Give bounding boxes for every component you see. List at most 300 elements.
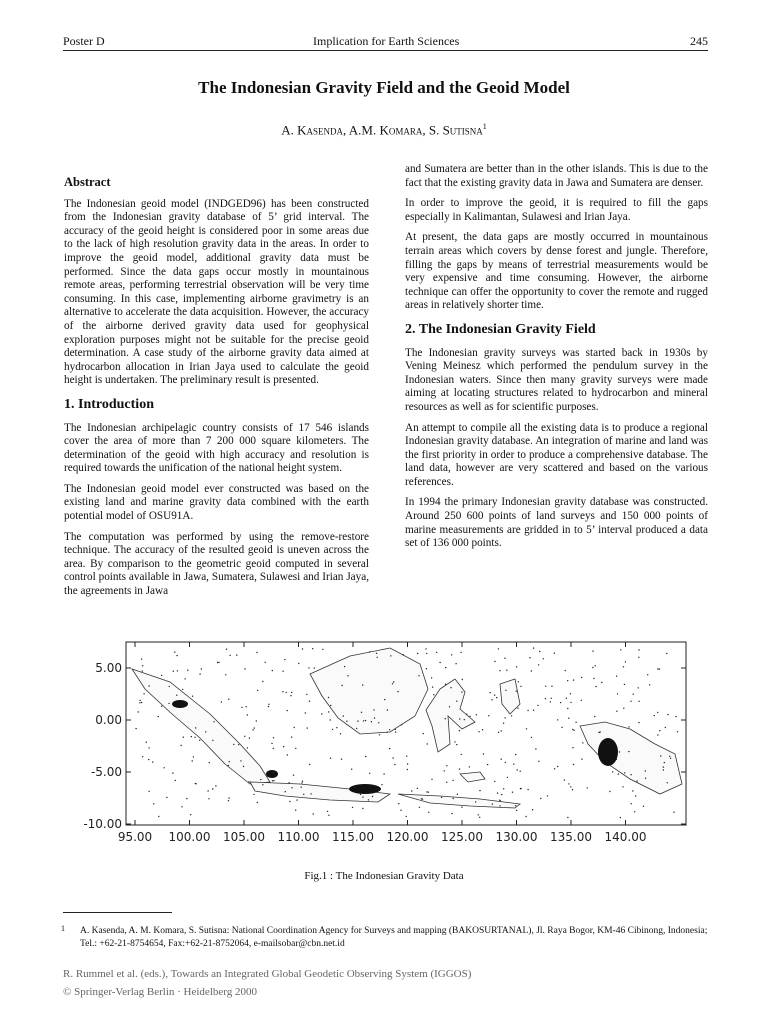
gravity-point xyxy=(302,781,303,782)
gravity-point xyxy=(343,715,344,716)
gravity-point xyxy=(612,771,613,772)
gravity-point xyxy=(365,756,366,757)
gravity-point xyxy=(397,691,398,692)
gravity-point xyxy=(431,677,432,678)
gravity-point xyxy=(570,786,571,787)
gravity-point xyxy=(636,780,637,781)
gravity-point xyxy=(550,701,551,702)
gravity-point xyxy=(247,747,248,748)
gravity-point xyxy=(347,675,348,676)
gravity-point xyxy=(619,751,620,752)
gravity-point xyxy=(623,708,624,709)
gravity-point xyxy=(228,800,229,801)
gravity-point xyxy=(445,667,446,668)
gravity-point xyxy=(595,686,596,687)
gravity-point xyxy=(365,720,366,721)
gravity-point xyxy=(503,788,504,789)
gravity-point xyxy=(455,663,456,664)
gravity-point xyxy=(191,736,192,737)
header-section-title: Implication for Earth Sciences xyxy=(313,34,460,48)
gravity-point xyxy=(379,734,380,735)
gravity-point xyxy=(184,678,185,679)
gravity-point xyxy=(635,795,636,796)
gravity-point xyxy=(666,653,667,654)
gravity-point xyxy=(256,652,257,653)
gravity-point xyxy=(505,762,506,763)
gravity-point xyxy=(199,673,200,674)
gravity-point xyxy=(582,742,583,743)
y-tick-label: -5.00 xyxy=(90,765,122,779)
running-header xyxy=(63,34,708,51)
gravity-point xyxy=(520,686,521,687)
gravity-point xyxy=(381,784,382,785)
gravity-point xyxy=(173,671,174,672)
gravity-point xyxy=(560,702,561,703)
gravity-point xyxy=(660,755,661,756)
gravity-point xyxy=(492,803,493,804)
gravity-point xyxy=(538,761,539,762)
gravity-point xyxy=(449,706,450,707)
abstract-text: The Indonesian geoid model (INDGED96) has been constructed from the Indonesian gravity database of 5’ grid interval. The accuracy of the geoid height is considered poor in some areas due to the lack of high resolution gravity data in the areas. In order to improve the geoid model, additional gravity data must be performed. Since the data gaps occur mostly in mountainous remote areas, performing terrestrial observation will be very time consuming. In this case, implementing airborne gravimetry is an alternative to accelerate the data acquisition. However, the accuracy of the airborne derived gravity data used for geophysical exploration purposes might not be suitable for the precise geoid determination. A case study of the airborne gravity data aimed at hydrocarbon allocation in Irian Jaya used to calculate the geoid height is undertaken. The preliminary result is presented. xyxy=(64,197,369,387)
gravity-point xyxy=(361,712,362,713)
gravity-point xyxy=(394,764,395,765)
gravity-point xyxy=(516,810,517,811)
gravity-point xyxy=(390,655,391,656)
gravity-point xyxy=(252,729,253,730)
gravity-point xyxy=(225,674,226,675)
gravity-point xyxy=(328,815,329,816)
gravity-point xyxy=(677,731,678,732)
gravity-point xyxy=(212,740,213,741)
author-footnote-mark: 1 xyxy=(482,122,487,131)
gravity-point xyxy=(504,658,505,659)
gravity-point xyxy=(568,718,569,719)
gravity-point xyxy=(161,706,162,707)
gravity-point xyxy=(649,684,650,685)
gravity-point xyxy=(643,806,644,807)
gravity-point xyxy=(592,650,593,651)
gravity-point xyxy=(229,655,230,656)
gravity-point xyxy=(247,714,248,715)
figure-caption: Fig.1 : The Indonesian Gravity Data xyxy=(304,870,464,882)
gravity-point xyxy=(581,677,582,678)
gravity-point xyxy=(407,763,408,764)
gravity-point xyxy=(531,737,532,738)
gravity-point xyxy=(271,743,272,744)
gravity-point xyxy=(620,649,621,650)
gravity-point xyxy=(305,712,306,713)
gravity-point xyxy=(371,721,372,722)
gravity-point xyxy=(291,692,292,693)
intro-paragraph: The computation was performed by using the remove-restore technique. The accuracy of the resulted geoid is uneven across the area. By comparison to the geometric geoid computed in several control points available in Jawa, Sumatera, Sulawesi and Irian Jaya, the agreements in Jawa xyxy=(64,530,369,598)
gravity-point xyxy=(634,811,635,812)
gravity-point xyxy=(195,783,196,784)
gravity-point xyxy=(670,758,671,759)
gravity-point xyxy=(595,665,596,666)
gravity-point xyxy=(142,665,143,666)
gravity-point xyxy=(403,654,404,655)
gravity-point xyxy=(249,737,250,738)
gravity-point xyxy=(192,760,193,761)
gravity-point xyxy=(444,770,445,771)
gravity-point xyxy=(417,653,418,654)
gravity-point xyxy=(146,742,147,743)
gravity-point xyxy=(598,732,599,733)
gravity-point xyxy=(306,694,307,695)
gravity-point xyxy=(520,788,521,789)
gravity-point xyxy=(496,697,497,698)
footnote-mark: 1 xyxy=(61,924,65,933)
gravity-point xyxy=(501,730,502,731)
gravity-point xyxy=(624,684,625,685)
x-tick-label: 125.00 xyxy=(441,830,483,844)
gravity-point xyxy=(205,731,206,732)
gravity-point xyxy=(268,706,269,707)
gravity-point xyxy=(290,695,291,696)
gravity-point xyxy=(529,657,530,658)
gravity-point xyxy=(158,716,159,717)
gravity-point xyxy=(302,648,303,649)
gravity-point xyxy=(152,761,153,762)
gravity-point xyxy=(575,722,576,723)
gravity-point xyxy=(531,670,532,671)
gravity-point xyxy=(233,744,234,745)
gravity-point xyxy=(638,649,639,650)
abstract-heading: Abstract xyxy=(64,175,111,189)
gravity-point xyxy=(663,769,664,770)
gravity-point xyxy=(625,661,626,662)
gravity-point xyxy=(400,810,401,811)
gravity-point xyxy=(272,670,273,671)
gravity-point xyxy=(512,792,513,793)
gravity-point xyxy=(362,684,363,685)
gravity-point xyxy=(322,649,323,650)
gravity-point xyxy=(221,701,222,702)
gravity-point xyxy=(645,778,646,779)
gravity-point xyxy=(208,798,209,799)
gravity-point xyxy=(289,801,290,802)
gravity-point xyxy=(535,748,536,749)
gravity-point xyxy=(453,798,454,799)
gravity-point xyxy=(433,694,434,695)
gravity-point xyxy=(351,769,352,770)
gravity-point xyxy=(295,748,296,749)
left-column xyxy=(64,176,369,606)
gravity-point xyxy=(533,710,534,711)
gravity-point xyxy=(417,788,418,789)
gravity-point xyxy=(609,791,610,792)
gravity-point xyxy=(631,803,632,804)
gravity-point xyxy=(268,704,269,705)
gravity-point xyxy=(475,801,476,802)
gravity-point xyxy=(384,699,385,700)
gravity-point xyxy=(500,800,501,801)
gravity-point xyxy=(538,664,539,665)
gravity-point xyxy=(516,666,517,667)
gravity-point xyxy=(295,810,296,811)
gravity-point xyxy=(573,679,574,680)
header-poster-label: Poster D xyxy=(63,34,105,48)
x-tick-label: 110.00 xyxy=(277,830,320,844)
gravity-point xyxy=(669,756,670,757)
gravity-point xyxy=(195,727,196,728)
gravity-point xyxy=(330,705,331,706)
gravity-point xyxy=(459,768,460,769)
gravity-point xyxy=(456,701,457,702)
gravity-point xyxy=(426,653,427,654)
paper-title: The Indonesian Gravity Field and the Geoid Model xyxy=(198,78,570,97)
gravity-point xyxy=(262,784,263,785)
right-paragraph: In order to improve the geoid, it is required to fill the gaps especially in Kalimantan, Sulawesi and Irian Jaya. xyxy=(405,197,708,223)
gravity-point xyxy=(459,718,460,719)
gravity-point xyxy=(368,799,369,800)
gravity-point xyxy=(515,805,516,806)
gravity-point xyxy=(273,772,274,773)
gravity-point xyxy=(139,702,140,703)
intro-paragraph: The Indonesian geoid model ever constructed was based on the existing land and marine gravity data combined with the earth potential model of OSU91A. xyxy=(64,482,369,523)
gravity-point xyxy=(490,692,491,693)
gravity-point xyxy=(153,803,154,804)
gravity-point xyxy=(494,661,495,662)
gravity-point xyxy=(143,693,144,694)
gravity-point xyxy=(294,727,295,728)
gravity-point xyxy=(461,691,462,692)
gravity-point xyxy=(630,701,631,702)
right-column xyxy=(405,163,708,558)
gravity-point xyxy=(505,690,506,691)
gravity-point xyxy=(488,715,489,716)
gravity-point xyxy=(628,751,629,752)
gravity-point xyxy=(193,756,194,757)
gravity-point xyxy=(446,765,447,766)
gravity-point xyxy=(176,655,177,656)
gravity-point xyxy=(445,718,446,719)
gravity-point xyxy=(273,748,274,749)
gravity-point xyxy=(566,698,567,699)
gravity-point xyxy=(352,807,353,808)
gravity-point xyxy=(525,816,526,817)
gravity-point xyxy=(436,652,437,653)
gravity-point xyxy=(207,790,208,791)
gravity-point xyxy=(498,648,499,649)
gravity-point xyxy=(387,732,388,733)
gravity-point xyxy=(283,746,284,747)
x-tick-label: 120.00 xyxy=(386,830,429,844)
gravity-point xyxy=(215,785,216,786)
gravity-point xyxy=(567,817,568,818)
gravity-point xyxy=(181,806,182,807)
gravity-point xyxy=(142,670,143,671)
gravity-point xyxy=(187,670,188,671)
gravity-point xyxy=(428,812,429,813)
gravity-point xyxy=(469,766,470,767)
gravity-point xyxy=(633,694,634,695)
gravity-point xyxy=(664,762,665,763)
gravity-point xyxy=(398,803,399,804)
gravity-point xyxy=(244,736,245,737)
gravity-point xyxy=(141,702,142,703)
gravity-point xyxy=(138,711,139,712)
gravity-point xyxy=(482,729,483,730)
gravity-point xyxy=(254,727,255,728)
gravity-point xyxy=(262,681,263,682)
gravity-point xyxy=(291,736,292,737)
citation-line-2: © Springer-Verlag Berlin · Heidelberg 2000 xyxy=(63,986,257,998)
gravity-point xyxy=(561,727,562,728)
intro-paragraph: The Indonesian archipelagic country consists of 17 546 islands cover the area of more than 7 200 000 square kilometers. The determination of the geoid with high accuracy and resolution is required towards the unification of the national height system. xyxy=(64,421,369,475)
gravity-point xyxy=(243,766,244,767)
gravity-point xyxy=(501,759,502,760)
gravity-point xyxy=(148,759,149,760)
gravity-point xyxy=(593,678,594,679)
gravity-point xyxy=(354,787,355,788)
gravity-point xyxy=(511,715,512,716)
gravity-point xyxy=(451,813,452,814)
footnote xyxy=(63,925,709,951)
gravity-point xyxy=(293,775,294,776)
gravity-point xyxy=(369,773,370,774)
gravity-point xyxy=(659,730,660,731)
gravity-point xyxy=(622,786,623,787)
gravity-point xyxy=(557,719,558,720)
gravity-point xyxy=(148,791,149,792)
gravity-point xyxy=(288,782,289,783)
gravity-point xyxy=(532,809,533,810)
gravity-point xyxy=(654,715,655,716)
gravity-point xyxy=(362,796,363,797)
gravity-point xyxy=(539,651,540,652)
gravity-point xyxy=(217,662,218,663)
gravity-point xyxy=(497,792,498,793)
gravity-point xyxy=(373,709,374,710)
gravity-point xyxy=(499,805,500,806)
gravity-point xyxy=(228,699,229,700)
gravity-point xyxy=(564,779,565,780)
gravity-point xyxy=(491,699,492,700)
island-outlines xyxy=(132,648,682,808)
gravity-point xyxy=(176,695,177,696)
gravity-point xyxy=(346,721,347,722)
gravity-point xyxy=(617,693,618,694)
gravity-point xyxy=(630,774,631,775)
author-names: A. Kasenda, A.M. Komara, S. Sutisna xyxy=(281,122,483,138)
gravity-point xyxy=(377,657,378,658)
gravity-point xyxy=(506,670,507,671)
gravity-point xyxy=(616,676,617,677)
header-page-number: 245 xyxy=(690,34,708,48)
gravity-point xyxy=(341,685,342,686)
gravity-point xyxy=(218,662,219,663)
gravity-point xyxy=(226,649,227,650)
footnote-rule xyxy=(63,912,172,913)
x-tick-label: 115.00 xyxy=(332,830,374,844)
gravity-paragraph: The Indonesian gravity surveys was started back in 1930s by Vening Meinesz which performed the pendulum survey in the Indonesian waters. Since then many gravity surveys were made aiming at locating structures related to hydrocarbon and mineral resources as well as for scientific purposes. xyxy=(405,346,708,413)
gravity-point xyxy=(312,648,313,649)
gravity-point xyxy=(520,771,521,772)
gravity-point xyxy=(543,658,544,659)
gravity-point xyxy=(309,701,310,702)
gravity-point xyxy=(554,653,555,654)
gravity-point xyxy=(164,767,165,768)
gravity-point xyxy=(285,692,286,693)
gravity-point xyxy=(291,787,292,788)
gravity-point xyxy=(330,758,331,759)
gravity-point xyxy=(392,757,393,758)
gravity-point xyxy=(419,807,420,808)
gravity-point xyxy=(313,813,314,814)
gravity-point xyxy=(148,747,149,748)
gravity-point xyxy=(285,791,286,792)
gravity-point xyxy=(141,658,142,659)
gravity-point xyxy=(357,720,358,721)
gravity-point xyxy=(527,710,528,711)
gravity-point xyxy=(387,709,388,710)
gravity-point xyxy=(177,670,178,671)
gravity-point xyxy=(356,728,357,729)
right-paragraph: At present, the data gaps are mostly occurred in mountainous terrain areas which covers by dense forest and jungle. Therefore, filling the gaps by means of terrestrial measurements would be very expensive and time consuming. However, the airborne technique can offer the opportunity to cover the remote and rugged areas in relatively shorter time. xyxy=(405,231,708,312)
gravity-point xyxy=(657,668,658,669)
gravity-point xyxy=(494,781,495,782)
gravity-point xyxy=(427,743,428,744)
gravity-point xyxy=(554,768,555,769)
gravity-point xyxy=(567,708,568,709)
gravity-point xyxy=(148,685,149,686)
gravity-point xyxy=(478,814,479,815)
gravity-point xyxy=(498,732,499,733)
gravity-point xyxy=(426,668,427,669)
gravity-point xyxy=(551,686,552,687)
gravity-point xyxy=(192,696,193,697)
gravity-point xyxy=(673,812,674,813)
gravity-field-heading: 2. The Indonesian Gravity Field xyxy=(405,321,596,337)
gravity-point xyxy=(499,670,500,671)
gravity-point xyxy=(616,759,617,760)
gravity-point xyxy=(587,787,588,788)
gravity-point xyxy=(423,733,424,734)
gravity-point xyxy=(282,691,283,692)
gravity-point xyxy=(282,671,283,672)
gravity-point xyxy=(248,781,249,782)
gravity-point xyxy=(494,694,495,695)
gravity-point xyxy=(425,648,426,649)
gravity-point xyxy=(451,654,452,655)
gravity-point xyxy=(374,717,375,718)
x-tick-label: 95.00 xyxy=(117,830,153,844)
gravity-point xyxy=(516,691,517,692)
gravity-point xyxy=(445,684,446,685)
gravity-point xyxy=(537,705,538,706)
gravity-point xyxy=(310,793,311,794)
gravity-point xyxy=(308,667,309,668)
gravity-point xyxy=(592,667,593,668)
gravity-point xyxy=(675,716,676,717)
gravity-point xyxy=(389,748,390,749)
gravity-point xyxy=(296,799,297,800)
gravity-point xyxy=(169,686,170,687)
gravity-point xyxy=(479,790,480,791)
gravity-point xyxy=(142,756,143,757)
gravity-point xyxy=(507,777,508,778)
gravity-point xyxy=(209,762,210,763)
gravity-point xyxy=(667,782,668,783)
gravity-point xyxy=(501,794,502,795)
gravity-point xyxy=(638,657,639,658)
gravity-point xyxy=(466,714,467,715)
gravity-point xyxy=(332,729,333,730)
gravity-point xyxy=(567,680,568,681)
gravity-point xyxy=(309,764,310,765)
gravity-point xyxy=(330,719,331,720)
